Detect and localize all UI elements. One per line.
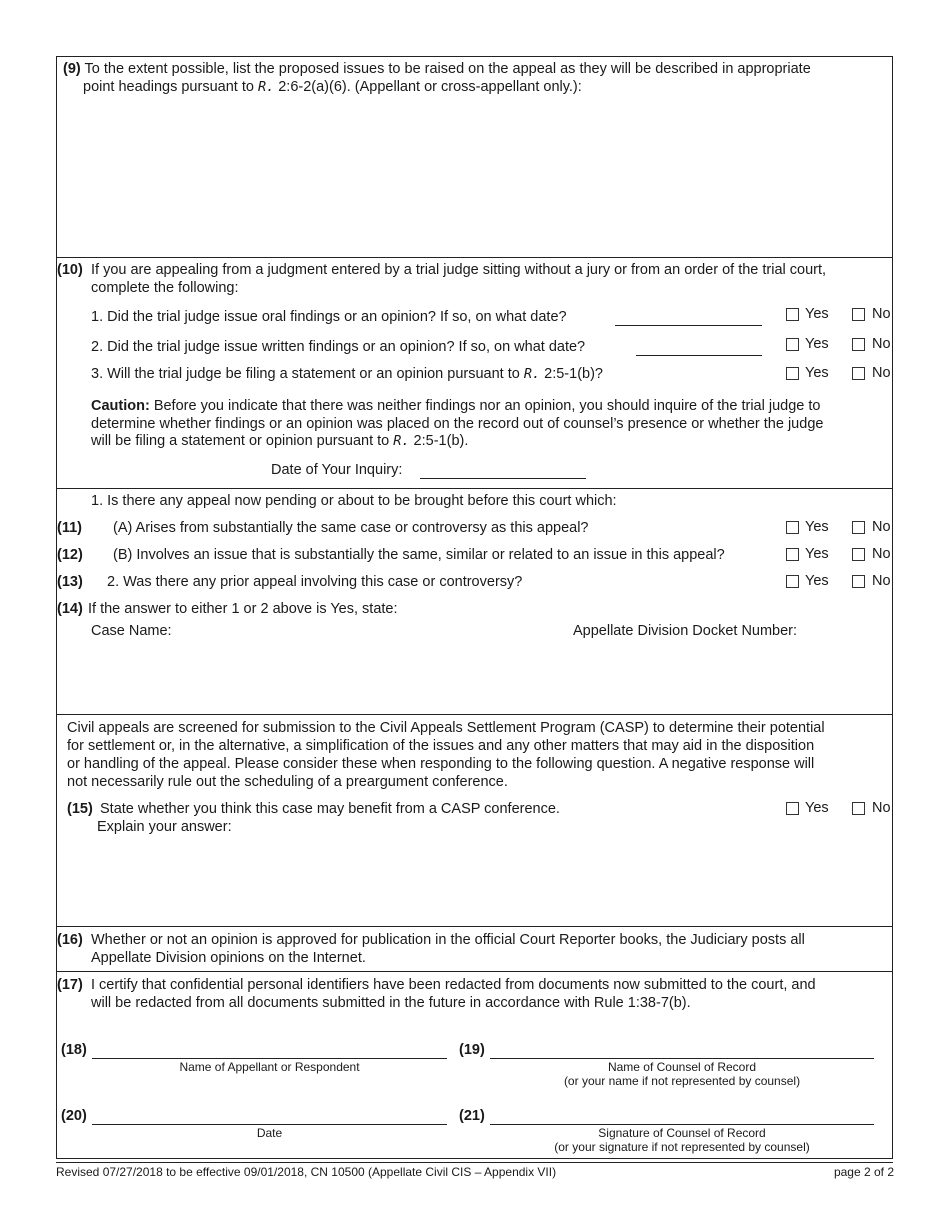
q10-item2-yes-checkbox[interactable] [786, 338, 799, 351]
q10-caution-line2: determine whether findings or an opinion was placed on the record out of counsel’s presence or whether the judge [91, 416, 824, 432]
sig18-caption: Name of Appellant or Respondent [179, 1060, 360, 1074]
footer-page-number: page 2 of 2 [833, 1165, 894, 1179]
q9-text-line2b: 2:6-2(a)(6). (Appellant or cross-appellant only.): [274, 79, 582, 95]
q13-text: 2. Was there any prior appeal involving this case or controversy? [107, 574, 523, 590]
q9-answer-area[interactable] [63, 101, 885, 251]
sig21-number: (21) [459, 1108, 485, 1124]
q12-number: (12) [57, 547, 83, 563]
q10-caution-label: Caution: [91, 398, 150, 414]
section-q9 [56, 56, 893, 257]
q11-yes-checkbox[interactable] [786, 521, 799, 534]
q10-inquiry-label: Date of Your Inquiry: [271, 462, 403, 478]
q10-item3-no-checkbox[interactable] [852, 367, 865, 380]
sig19-caption-line1: Name of Counsel of Record [607, 1060, 757, 1074]
sig19-name-line[interactable] [490, 1058, 874, 1059]
q10-item1-yes-label: Yes [805, 306, 829, 322]
sig21-caption-line1: Signature of Counsel of Record [598, 1126, 766, 1140]
q13-yes-label: Yes [805, 573, 829, 589]
q10-inquiry-date-line[interactable] [420, 478, 586, 479]
q17-line1: I certify that confidential personal identifiers have been redacted from documents now submitted to the court, and [91, 977, 816, 993]
q15-no-label: No [872, 800, 891, 816]
sig21-caption-line2: (or your signature if not represented by counsel) [554, 1140, 810, 1154]
q16-number: (16) [57, 932, 83, 948]
q13-no-checkbox[interactable] [852, 575, 865, 588]
q10-item3-no-label: No [872, 365, 891, 381]
q10-item2-text: 2. Did the trial judge issue written findings or an opinion? If so, on what date? [91, 339, 586, 355]
q9-rule-ref: R. [257, 79, 275, 95]
q15-no-checkbox[interactable] [852, 802, 865, 815]
case-name-label: Case Name: [91, 623, 172, 639]
footer-rule [56, 1162, 893, 1163]
q10-item3-yes-checkbox[interactable] [786, 367, 799, 380]
sig18-name-line[interactable] [92, 1058, 447, 1059]
casp-para-line1: Civil appeals are screened for submission to the Civil Appeals Settlement Program (CASP) to determine their potential [67, 720, 825, 736]
q10-caution-text1: Before you indicate that there was neither findings nor an opinion, you should inquire of the trial judge to [149, 398, 821, 414]
q15-explain-label: Explain your answer: [97, 819, 232, 835]
sig19-caption-line2: (or your name if not represented by counsel) [563, 1074, 801, 1088]
q12-yes-checkbox[interactable] [786, 548, 799, 561]
sig20-date-line[interactable] [92, 1124, 447, 1125]
sig21-signature-line[interactable] [490, 1124, 874, 1125]
q10-item2-date-line[interactable] [636, 355, 762, 356]
casp-para-line2: for settlement or, in the alternative, a simplification of the issues and any other matters that may aid in the disposition [67, 738, 815, 754]
q11-no-checkbox[interactable] [852, 521, 865, 534]
q9-line2 [83, 78, 582, 96]
casp-para-line4: not necessarily rule out the scheduling of a preargument conference. [67, 774, 508, 790]
q10-item1-yes-checkbox[interactable] [786, 308, 799, 321]
q10-intro-line1: If you are appealing from a judgment entered by a trial judge sitting without a jury or from an order of the trial court, [91, 262, 827, 278]
q16-line1: Whether or not an opinion is approved for publication in the official Court Reporter books, the Judiciary posts all [91, 932, 805, 948]
q15-number: (15) [67, 801, 93, 817]
sig18-number: (18) [61, 1042, 87, 1058]
q12-no-checkbox[interactable] [852, 548, 865, 561]
q14-text: If the answer to either 1 or 2 above is Yes, state: [88, 601, 398, 617]
q10-item1-date-line[interactable] [615, 325, 762, 326]
section-q11-q14 [56, 488, 893, 714]
casp-para-line3: or handling of the appeal. Please consider these when responding to the following question. A negative response will [67, 756, 815, 772]
q11-no-label: No [872, 519, 891, 535]
q10-item1-no-label: No [872, 306, 891, 322]
q12-yes-label: Yes [805, 546, 829, 562]
q10-item1-text: 1. Did the trial judge issue oral findings or an opinion? If so, on what date? [91, 309, 567, 325]
q10-item3-rule-ref: R. [523, 366, 541, 382]
sig20-caption: Date [256, 1126, 283, 1140]
q14-number: (14) [57, 601, 83, 617]
q13-no-label: No [872, 573, 891, 589]
sig19-number: (19) [459, 1042, 485, 1058]
q10-caution-line3 [91, 432, 468, 450]
q15-yes-checkbox[interactable] [786, 802, 799, 815]
q9-line1 [63, 60, 811, 78]
q11-yes-label: Yes [805, 519, 829, 535]
q17-line2: will be redacted from all documents submitted in the future in accordance with Rule 1:38-7(b). [91, 995, 691, 1011]
section-casp [56, 714, 893, 926]
q16-line2: Appellate Division opinions on the Internet. [91, 950, 366, 966]
section-q16 [56, 926, 893, 971]
q10-caution-text3a: will be filing a statement or opinion pursuant to [91, 433, 394, 449]
q13-number: (13) [57, 574, 83, 590]
q11-number: (11) [57, 520, 82, 536]
q10-item2-no-checkbox[interactable] [852, 338, 865, 351]
docket-number-field[interactable] [573, 642, 883, 708]
q10-caution-line1 [91, 397, 820, 415]
q10-item3-yes-label: Yes [805, 365, 829, 381]
q10-intro-line2: complete the following: [91, 280, 239, 296]
q15-explain-field[interactable] [97, 839, 883, 919]
docket-number-label: Appellate Division Docket Number: [573, 623, 798, 639]
footer-revision: Revised 07/27/2018 to be effective 09/01/2018, CN 10500 (Appellate Civil CIS – Appendix VII) [56, 1165, 557, 1179]
q10-item2-yes-label: Yes [805, 336, 829, 352]
q11-text: (A) Arises from substantially the same case or controversy as this appeal? [113, 520, 589, 536]
q9-number: (9) [63, 61, 81, 77]
q9-text-line1: To the extent possible, list the proposed issues to be raised on the appeal as they will be described in appropriate [84, 61, 811, 77]
q12-text: (B) Involves an issue that is substantially the same, similar or related to an issue in this appeal? [113, 547, 725, 563]
q10-item3-text-b: 2:5-1(b)? [540, 366, 603, 382]
q9-text-line2a: point headings pursuant to [83, 79, 258, 95]
sig20-number: (20) [61, 1108, 87, 1124]
q10-number: (10) [57, 262, 83, 278]
q10-item2-no-label: No [872, 336, 891, 352]
q11-14-intro: 1. Is there any appeal now pending or about to be brought before this court which: [91, 493, 617, 509]
q10-item1-no-checkbox[interactable] [852, 308, 865, 321]
q12-no-label: No [872, 546, 891, 562]
q15-text: State whether you think this case may benefit from a CASP conference. [100, 801, 560, 817]
section-q10 [56, 257, 893, 488]
q15-yes-label: Yes [805, 800, 829, 816]
q10-caution-rule-ref: R. [393, 433, 410, 449]
q10-item3-text-a: 3. Will the trial judge be filing a statement or an opinion pursuant to [91, 366, 524, 382]
q10-caution-text3b: 2:5-1(b). [409, 433, 469, 449]
q10-item3-text [91, 365, 603, 383]
q13-yes-checkbox[interactable] [786, 575, 799, 588]
q17-number: (17) [57, 977, 83, 993]
case-name-field[interactable] [91, 642, 561, 708]
section-q17 [56, 971, 893, 1159]
